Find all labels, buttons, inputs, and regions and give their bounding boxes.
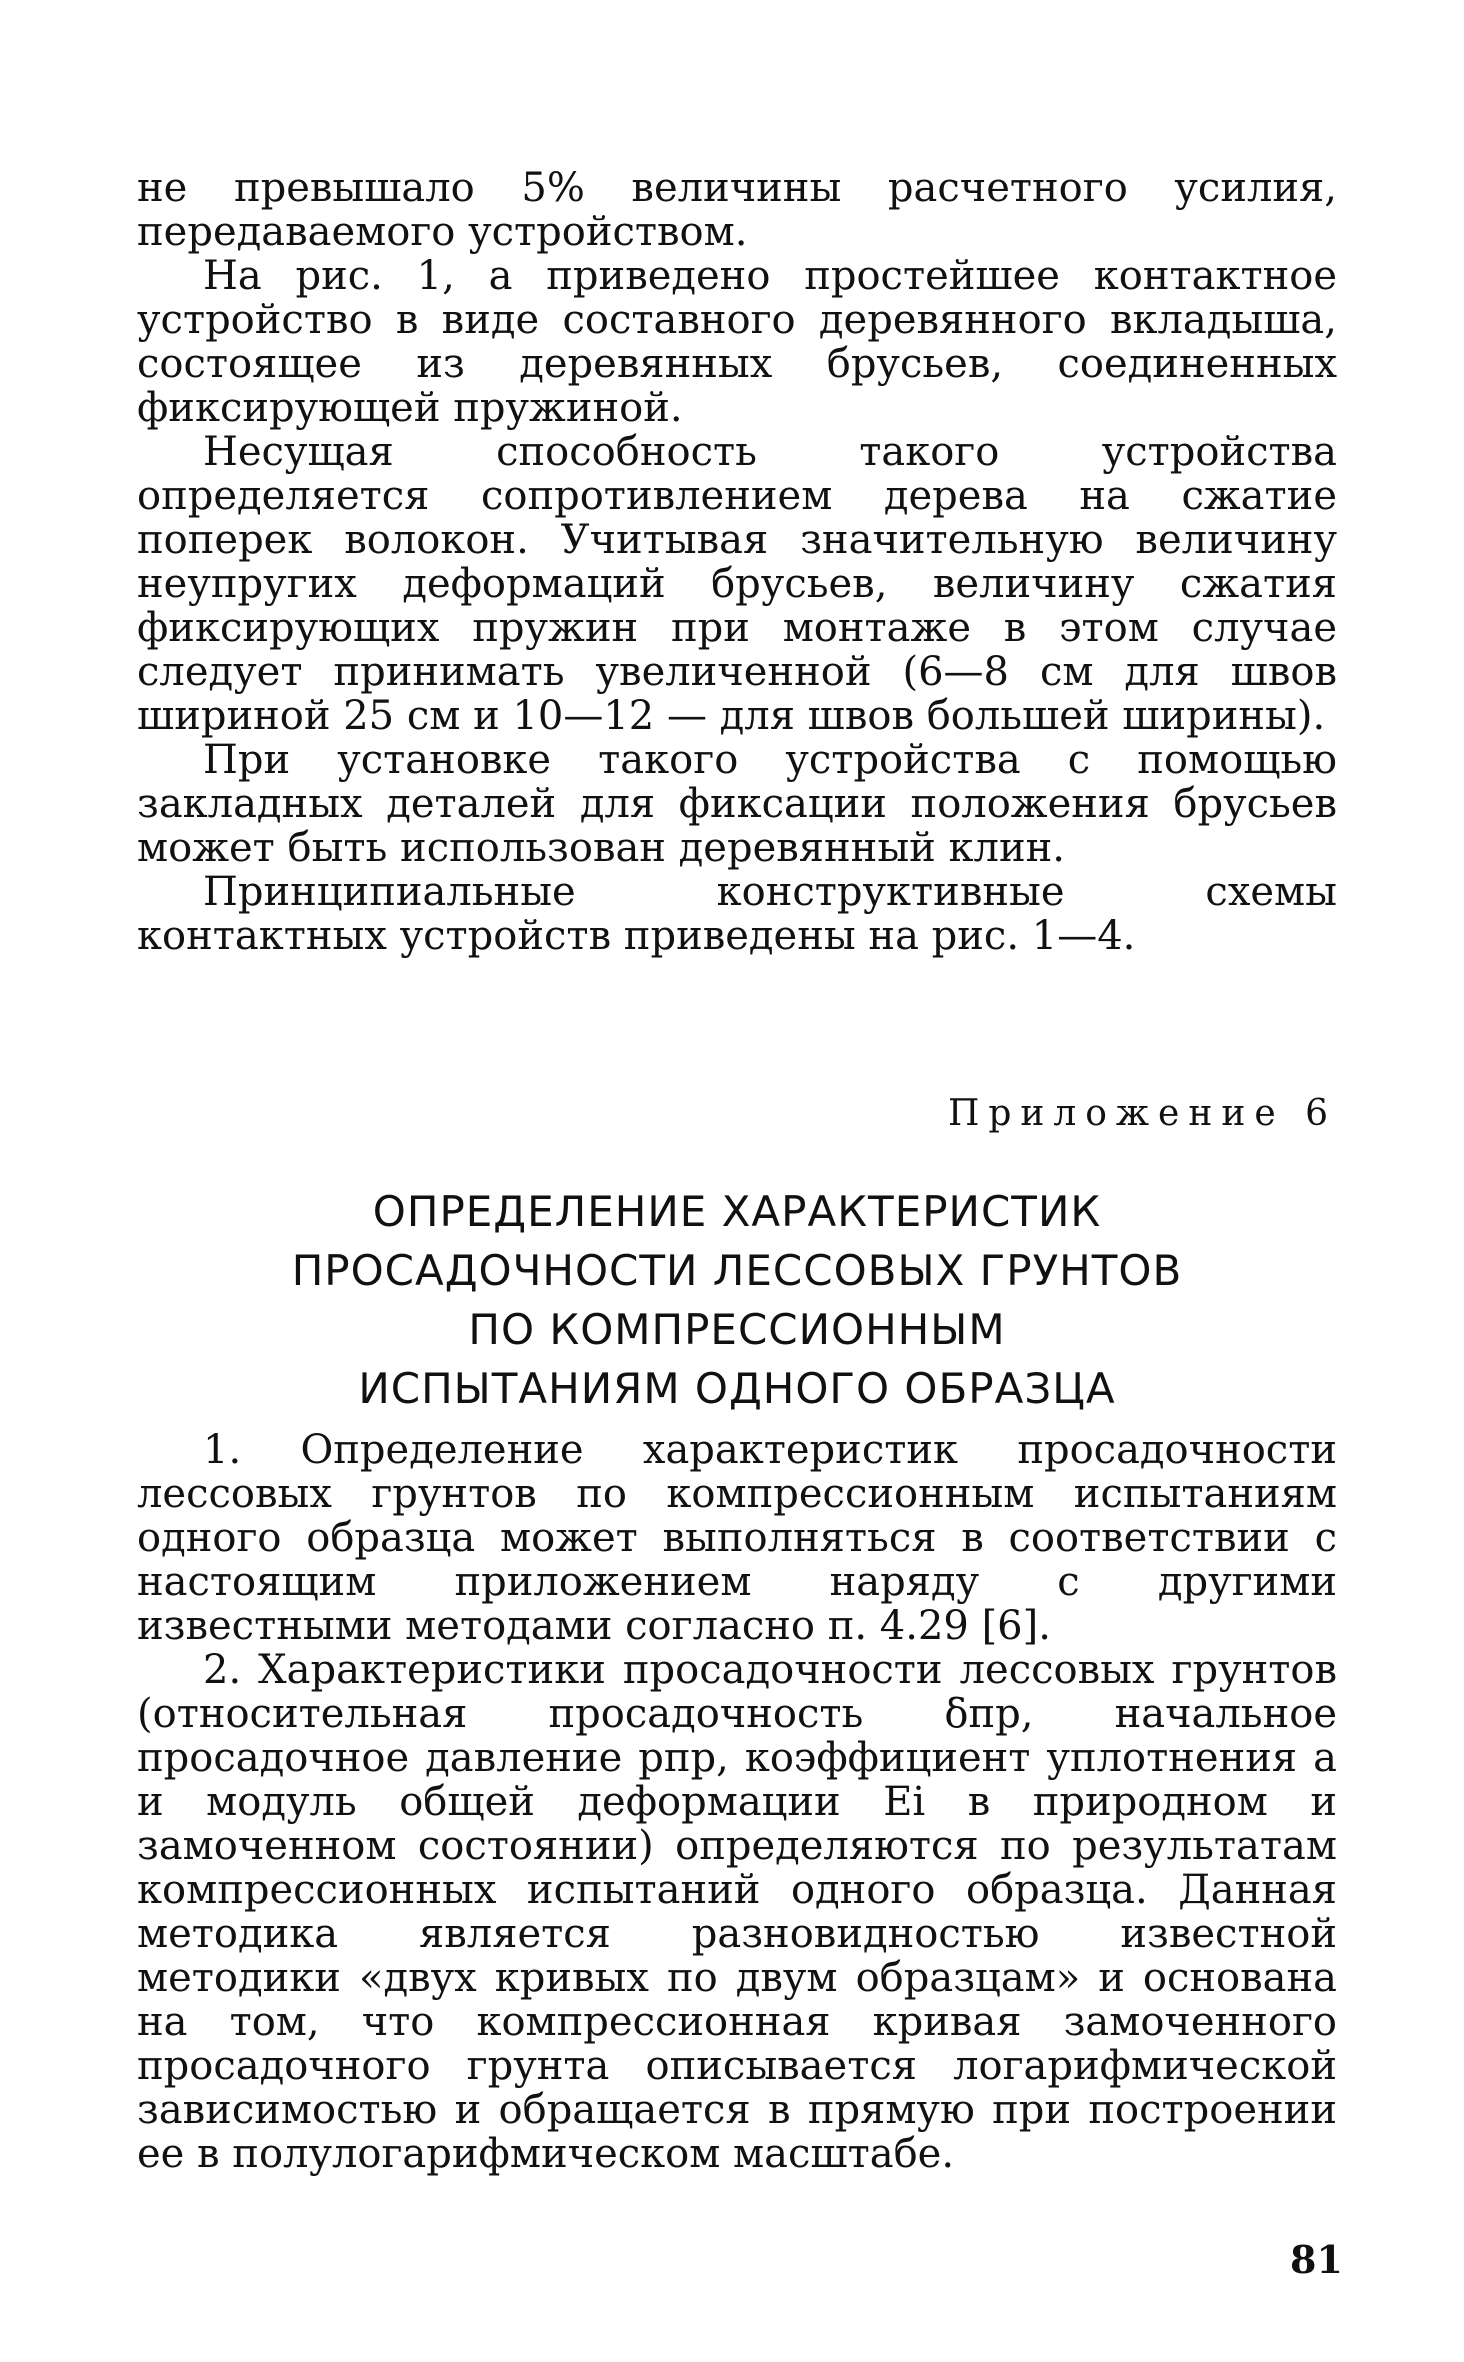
appendix-title-line: ПРОСАДОЧНОСТИ ЛЕССОВЫХ ГРУНТОВ <box>291 1246 1183 1295</box>
appendix-body <box>137 1428 1337 2176</box>
appendix-title-line: ПО КОМПРЕССИОННЫМ <box>468 1305 1006 1354</box>
paragraph: При установке такого устройства с помощью закладных деталей для фиксации положения брусьев может быть использован деревянный клин. <box>137 737 1337 871</box>
appendix-title <box>137 1182 1337 1418</box>
paragraph: 1. Определение характеристик просадочности лессовых грунтов по компрессионным испытаниям одного образца может выполняться в соответствии с настоящим приложением наряду с другими известными методами согласно п. 4.29 [6]. <box>137 1427 1337 1649</box>
appendix-title-line: ИСПЫТАНИЯМ ОДНОГО ОБРАЗЦА <box>358 1364 1116 1413</box>
paragraph: Несущая способность такого устройства определяется сопротивлением дерева на сжатие поперек волокон. Учитывая значительную величину неупругих деформаций брусьев, величину сжатия фиксирующих пружин при монтаже в этом случае следует принимать увеличенной (6—8 см для швов шириной 25 см и 10—12 — для швов большей ширины). <box>137 429 1337 739</box>
paragraph: На рис. 1, а приведено простейшее контактное устройство в виде составного деревянного вкладыша, состоящее из деревянных брусьев, соединенных фиксирующей пружиной. <box>137 253 1337 431</box>
paragraph: Принципиальные конструктивные схемы контактных устройств приведены на рис. 1—4. <box>137 869 1337 959</box>
appendix-label: Приложение 6 <box>947 1093 1337 1134</box>
page-number: 81 <box>1290 2237 1343 2282</box>
top-section <box>137 166 1337 958</box>
paragraph: не превышало 5% величины расчетного усилия, передаваемого устройством. <box>137 165 1337 255</box>
appendix-title-line: ОПРЕДЕЛЕНИЕ ХАРАКТЕРИСТИК <box>372 1187 1102 1236</box>
paragraph: 2. Характеристики просадочности лессовых грунтов (относительная просадочность δпр, начальное просадочное давление pпр, коэффициент уплотнения a и модуль общей деформации Ei в природном и замоченном состоянии) определяются по результатам компрессионных испытаний одного образца. Данная методика является разновидностью известной методики «двух кривых по двум образцам» и основана на том, что компрессионная кривая замоченного просадочного грунта описывается логарифмической зависимостью и обращается в прямую при построении ее в полулогарифмическом масштабе. <box>137 1647 1337 2177</box>
